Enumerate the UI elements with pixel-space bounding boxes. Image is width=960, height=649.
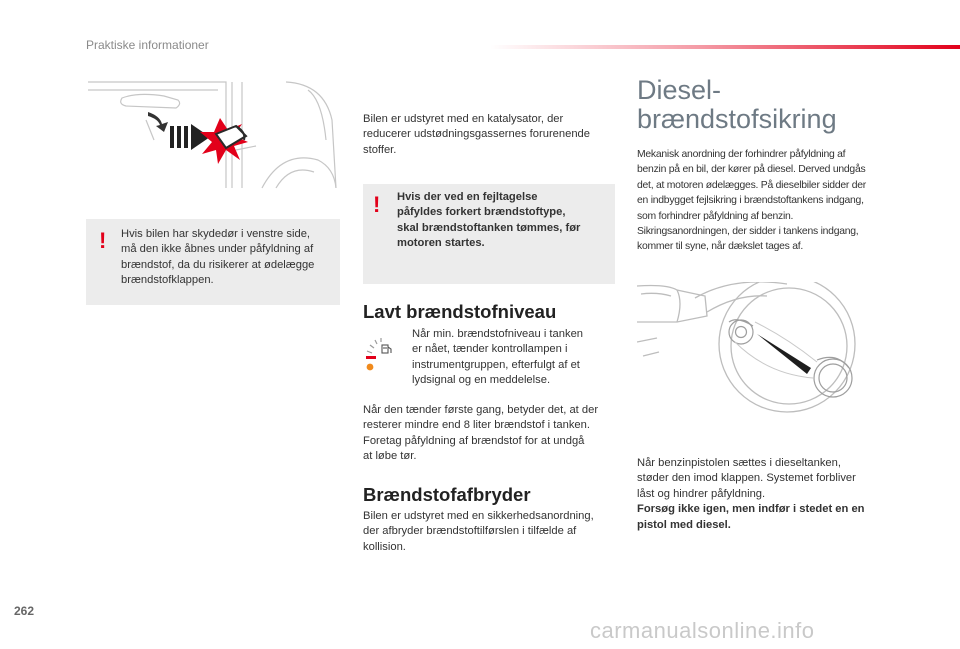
first-line: resterer mindre end 8 liter brændstof i tanken. xyxy=(363,419,590,432)
warning-box-sliding-door xyxy=(86,219,340,305)
heading-fuel-cutoff: Brændstofafbryder xyxy=(363,484,531,505)
nozzle-bold-line: pistol med diesel. xyxy=(637,518,731,531)
page-number: 262 xyxy=(14,604,35,618)
header-accent-bar xyxy=(490,45,960,49)
misfuel-device-drawing xyxy=(637,282,884,422)
cutoff-line: Bilen er udstyret med en sikkerhedsanordning, xyxy=(363,510,594,522)
heading-low-fuel: Lavt brændstofniveau xyxy=(363,301,557,322)
warning-line: motoren startes. xyxy=(397,237,485,250)
fuel-gauge-icon xyxy=(364,336,396,372)
nozzle-line: låst og hindrer påfyldning. xyxy=(637,487,766,500)
warning-exclamation-icon: ! xyxy=(373,192,381,217)
fuel-cutoff-paragraph xyxy=(363,509,618,555)
heading-line: brændstofsikring xyxy=(637,104,837,134)
warning-line: brændstof, da du risikerer at ødelægge xyxy=(121,258,315,271)
first-line: at løbe tør. xyxy=(363,450,417,463)
intro-line: en indbygget fejlsikring i brændstoftankens indgang, xyxy=(637,195,864,207)
catalyst-line: reducerer udstødningsgassernes forurenende xyxy=(363,128,590,141)
diesel-intro-paragraph xyxy=(637,147,887,255)
warning-line: skal brændstoftanken tømmes, før xyxy=(397,221,581,234)
heading-diesel-misfuel xyxy=(637,76,837,134)
warning-line: påfyldes forkert brændstoftype, xyxy=(397,206,566,219)
intro-line: kommer til syne, når dækslet tages af. xyxy=(637,241,804,253)
warning-text-wrong-fuel xyxy=(397,190,611,252)
intro-line: Sikringsanordningen, der sidder i tankens indgang, xyxy=(637,226,859,238)
intro-line: Mekanisk anordning der forhindrer påfyldning af xyxy=(637,149,846,160)
catalyst-paragraph xyxy=(363,112,615,158)
low-fuel-lamp-icon xyxy=(364,336,396,372)
section-title: Praktiske informationer xyxy=(86,38,209,52)
low-fuel-line: instrumentgruppen, efterfulgt af et xyxy=(412,358,580,371)
nozzle-line: støder den imod klappen. Systemet forbliver xyxy=(637,472,856,485)
watermark: carmanualsonline.info xyxy=(590,618,815,643)
warning-box-wrong-fuel xyxy=(363,184,615,284)
fuel-flap-door-drawing xyxy=(86,80,340,190)
low-fuel-line: er nået, tænder kontrollampen i xyxy=(412,343,568,356)
warning-exclamation-icon: ! xyxy=(99,228,107,253)
catalyst-line: stoffer. xyxy=(363,143,397,156)
low-fuel-line: lydsignal og en meddelelse. xyxy=(412,374,551,387)
cutoff-line: kollision. xyxy=(363,540,406,553)
sliding-door-illustration xyxy=(86,80,340,190)
first-line: Foretag påfyldning af brændstof for at undgå xyxy=(363,434,585,447)
first-line: Når den tænder første gang, betyder det, at der xyxy=(363,404,599,416)
warning-line: Hvis bilen har skydedør i venstre side, xyxy=(121,228,311,240)
intro-line: det, at motoren ødelægges. På dieselbiler sidder der xyxy=(637,179,867,191)
low-fuel-first-paragraph xyxy=(363,403,618,465)
nozzle-bold-line: Forsøg ikke igen, men indfør i stedet en en xyxy=(637,503,865,516)
warning-line: brændstofklappen. xyxy=(121,274,214,287)
warning-line: Hvis der ved en fejltagelse xyxy=(397,191,538,203)
low-fuel-lamp-paragraph xyxy=(412,327,612,389)
catalyst-line: Bilen er udstyret med en katalysator, der xyxy=(363,113,564,125)
intro-line: benzin på en bil, der kører på diesel. Derved undgås xyxy=(637,164,866,176)
cutoff-line: der afbryder brændstoftilførslen i tilfælde af xyxy=(363,525,577,538)
nozzle-paragraph xyxy=(637,456,892,533)
diesel-filler-illustration xyxy=(637,282,884,422)
low-fuel-line: Når min. brændstofniveau i tanken xyxy=(412,328,584,340)
nozzle-line: Når benzinpistolen sættes i dieseltanken, xyxy=(637,457,841,469)
heading-line: Diesel- xyxy=(637,75,722,105)
warning-text-sliding-door xyxy=(121,227,337,289)
warning-line: må den ikke åbnes under påfyldning af xyxy=(121,243,314,256)
intro-line: som forhindrer påfyldning af benzin. xyxy=(637,210,794,222)
